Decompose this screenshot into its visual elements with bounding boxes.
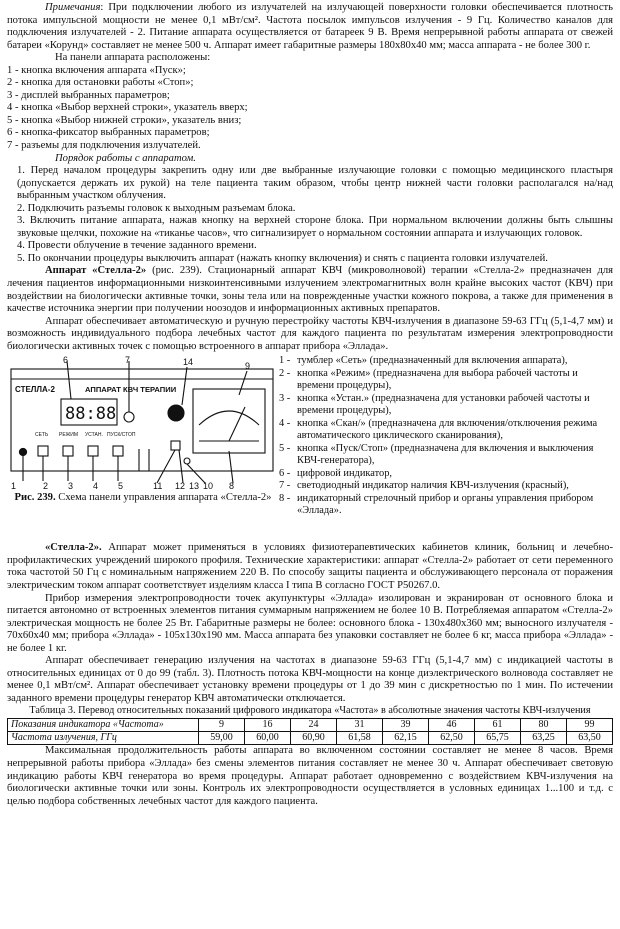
scan-button xyxy=(88,446,98,456)
details-text-1: Аппарат может применяться в условиях физиотерапевтических кабинетов клиник, больниц и лечебно-профилактических учреждений широкого профиля. Технические характеристики: аппарат «Стелла-2» работает от сети переменного тока частотой 50 Гц с номинальным напряжением 220 В. По способу защиты пациента и обслуживающего персонала от поражения электрическим током аппарат соответствует изделиям класса I типа В согласно ГОСТ Р50267.0. xyxy=(7,542,613,591)
table-cell: 80 xyxy=(521,719,567,732)
panel-items-list xyxy=(7,65,613,153)
stella-title: Аппарат «Стелла-2» xyxy=(45,265,147,277)
procedure-step: 2. Подключить разъемы головок к выходным разъемам блока. xyxy=(17,202,296,214)
legend-item: 3 - кнопка «Устан.» (предназначена для установки рабочей частоты и времени процедуры), xyxy=(279,392,590,417)
details-paragraph-3: Аппарат обеспечивает генерацию излучения на частотах в диапазоне 59-63 ГГц (5,1-4,7 мм) с индикацией частоты в относительных единицах от 0 до 99 (табл. 3). Плотность потока КВЧ-мощности на конце диэлектрического волновода составляет не менее 0,1 мВт/см². Аппарат обеспечивает установку времени процедуры от 1 до 39 мин с дискретностью по 1 мин. По истечении заданного времени процедуры генератор КВЧ автоматически отключается. xyxy=(7,655,613,704)
callout-number: 7 xyxy=(125,355,131,366)
panel-heading: На панели аппарата расположены: xyxy=(55,52,211,64)
button-label: СЕТЬ xyxy=(35,432,49,439)
callout-number: 1 xyxy=(11,481,17,490)
meter-scale xyxy=(199,411,259,425)
legend-item: 1 - тумблер «Сеть» (предназначенный для включения аппарата), xyxy=(279,355,568,367)
callout-number: 4 xyxy=(93,481,99,490)
callout-number: 6 xyxy=(63,355,69,366)
table-cell: 59,00 xyxy=(199,732,245,745)
callout-number: 2 xyxy=(43,481,49,490)
caption-number: Рис. 239. xyxy=(14,492,56,504)
procedure-step: 3. Включить питание аппарата, нажав кнопку на верхней стороне блока. При нормальном включении должны быть слышны звуковые щелчки, похожие на «тиканье часов», что сигнализирует о нормальном состоянии аппарата и излучающих головок. xyxy=(17,215,613,239)
callout-number: 9 xyxy=(245,361,251,372)
legend-item: 6 - цифровой индикатор, xyxy=(279,467,393,479)
procedure-steps xyxy=(7,165,613,265)
display-digits: 88:88 xyxy=(65,404,117,425)
callout-number: 14 xyxy=(183,357,194,368)
legend-item: 8 - индикаторный стрелочный прибор и органы управления прибором «Эллада». xyxy=(279,492,594,517)
panel-item: 4 - кнопка «Выбор верхней строки», указатель вверх; xyxy=(7,102,248,114)
row-header: Показания индикатора «Частота» xyxy=(8,719,199,732)
table-cell: 9 xyxy=(199,719,245,732)
device-panel-diagram xyxy=(7,355,279,489)
figure-caption xyxy=(7,491,279,504)
procedure-step: 1. Перед началом процедуры закрепить одну или две выбранные излучающие головки с помощью медицинского пластыря (допускается держать их рукой) на теле пациента таким образом, чтобы центр нижней части головки располагался на/над выбранным участком облучения. xyxy=(17,165,613,202)
panel-item: 7 - разъемы для подключения излучателей. xyxy=(7,140,201,152)
panel-item: 5 - кнопка «Выбор нижней строки», указатель вниз; xyxy=(7,114,242,126)
note-paragraph xyxy=(7,2,613,52)
led-indicator xyxy=(124,412,134,422)
table-cell: 16 xyxy=(245,719,291,732)
procedure-step: 5. По окончании процедуры выключить аппарат (нажать кнопку включения) и снять с пациента головки излучателей. xyxy=(17,252,548,264)
table-cell: 99 xyxy=(567,719,613,732)
table-cell: 60,90 xyxy=(291,732,337,745)
table-cell: 61,58 xyxy=(337,732,383,745)
table-row xyxy=(8,732,613,745)
table-row xyxy=(8,719,613,732)
table-cell: 62,50 xyxy=(429,732,475,745)
panel-item: 6 - кнопка-фиксатор выбранных параметров; xyxy=(7,127,210,139)
table-cell: 61 xyxy=(475,719,521,732)
table-cell: 63,50 xyxy=(567,732,613,745)
figure-column xyxy=(7,355,279,539)
button-label: УСТАН. xyxy=(85,432,103,439)
caption-text: Схема панели управления аппарата «Стелла-2» xyxy=(55,492,272,504)
callout-number: 5 xyxy=(118,481,124,490)
procedure-step: 4. Провести облучение в течение заданного времени. xyxy=(17,240,257,252)
note-text: : При подключении любого из излучателей на излучающей поверхности головки обеспечивается плотность потока импульсной мощности не менее 0,1 мВт/см². Частота посылок импульсов излучения - 9 Гц. Количество каналов для подключения излучателей - 2. Питание аппарата осуществляется от батареек 9 В. Время непрерывной работы аппарата от свежей батареи «Корунд» составляет не менее 500 ч. Аппарат имеет габаритные размеры 180х80х40 мм; масса аппарата - не более 300 г. xyxy=(7,2,613,51)
legend-item: 2 - кнопка «Режим» (предназначена для выбора рабочей частоты и времени процедуры), xyxy=(279,367,578,392)
table-cell: 65,75 xyxy=(475,732,521,745)
panel-item: 1 - кнопка включения аппарата «Пуск»; xyxy=(7,64,186,76)
table-cell: 62,15 xyxy=(383,732,429,745)
details-paragraph-1 xyxy=(7,542,613,592)
table-cell: 46 xyxy=(429,719,475,732)
stella-paragraph-1 xyxy=(7,265,613,315)
mode-button xyxy=(38,446,48,456)
page xyxy=(7,2,613,808)
legend-item: 4 - кнопка «Скан/» (предназначена для включения/отключения режима автоматического циклического сканирования), xyxy=(279,417,598,442)
details-paragraph-2: Прибор измерения электропроводности точек акупунктуры «Эллада» изолирован и экранирован от основного блока и питается автономно от встроенных элементов питания суммарным напряжением не более 10 В. Потребляемая аппаратом «Стелла-2» электрическая мощность не более 25 Вт. Габаритные размеры не более: основного блока - 130х480х360 мм; выносного излучателя - 70х60х40 мм; прибора «Эллада» - 105х130х190 мм. Масса аппарата без упаковки составляет не более 6 кг, масса прибора «Эллада» - не более 1 кг. xyxy=(7,592,613,654)
figure-row xyxy=(7,355,613,539)
set-button xyxy=(63,446,73,456)
callout-number: 13 xyxy=(189,481,200,490)
closing-paragraph: Максимальная продолжительность работы аппарата во включенном состоянии составляет не менее 8 часов. Время непрерывной работы прибора «Эллада» без смены элементов питания составляет не менее 30 ч. Аппарат обеспечивает световую индикацию работы КВЧ генератора во время процедуры. Аппарат работает одновременно с воздействием КВЧ-излучения на биологически активные точки или зоны. Контроль их электропроводности осуществляется в условных единицах 1...100 и т.д. с целью подбора собственных лечебных частот для каждого пациента. xyxy=(7,745,613,807)
details-title: «Стелла-2». xyxy=(45,542,102,554)
panel-title: АППАРАТ КВЧ ТЕРАПИИ xyxy=(85,385,177,395)
device-name: СТЕЛЛА-2 xyxy=(15,385,55,395)
callout-number: 8 xyxy=(229,481,235,490)
callout-number: 11 xyxy=(153,481,163,490)
start-stop-button xyxy=(113,446,123,456)
stella-paragraph-2: Аппарат обеспечивает автоматическую и ручную перестройку частоты КВЧ-излучения в диапазоне 59-63 ГГц (5,1-4,7 мм) и возможность индивидуального подбора лечебных частот для каждого пациента по результатам измерения электропроводности биологически активных точек с помощью встроенного в аппарат прибора «Эллада». xyxy=(7,315,613,352)
panel-item: 3 - дисплей выбранных параметров; xyxy=(7,89,170,101)
legend-item: 7 - светодиодный индикатор наличия КВЧ-излучения (красный), xyxy=(279,480,569,492)
table-cell: 24 xyxy=(291,719,337,732)
note-label: Примечания xyxy=(45,2,101,13)
knob xyxy=(168,405,184,421)
output-connector xyxy=(171,441,180,450)
callout-number: 3 xyxy=(68,481,74,490)
row-header: Частота излучения, ГГц xyxy=(8,732,199,745)
table-cell: 39 xyxy=(383,719,429,732)
procedure-heading: Порядок работы с аппаратом. xyxy=(55,152,196,164)
power-toggle xyxy=(19,449,26,456)
table-cell: 60,00 xyxy=(245,732,291,745)
legend-item: 5 - кнопка «Пуск/Стоп» (предназначена для включения и выключения КВЧ-генератора), xyxy=(279,442,594,467)
table-cell: 63,25 xyxy=(521,732,567,745)
frequency-table xyxy=(7,718,613,745)
figure-legend xyxy=(279,355,613,539)
table-cell: 31 xyxy=(337,719,383,732)
stella-text-1: (рис. 239). Стационарный аппарат КВЧ (микроволновой) терапии «Стелла-2» предназначен для лечения пациентов информационными низкоинтенсивными излучением электромагнитных волн крайне высоких частот (КВЧ) при воздействии на биологически активные точки, зоны тела или на поврежденные участки кожного покрова, а также для применения в качестве источника энергии при получении ноозодов и информационных активных препаратов. xyxy=(7,265,613,315)
table-caption: Таблица 3. Перевод относительных показаний цифрового индикатора «Частота» в абсолютные значения частоты КВЧ-излучения xyxy=(29,705,591,717)
button-label: ПУСК/СТОП xyxy=(107,432,136,439)
button-label: РЕЖИМ xyxy=(59,432,79,439)
callout-number: 10 xyxy=(203,481,214,490)
panel-item: 2 - кнопка для остановки работы «Стоп»; xyxy=(7,77,194,89)
small-socket xyxy=(184,458,190,464)
callout-number: 12 xyxy=(175,481,186,490)
